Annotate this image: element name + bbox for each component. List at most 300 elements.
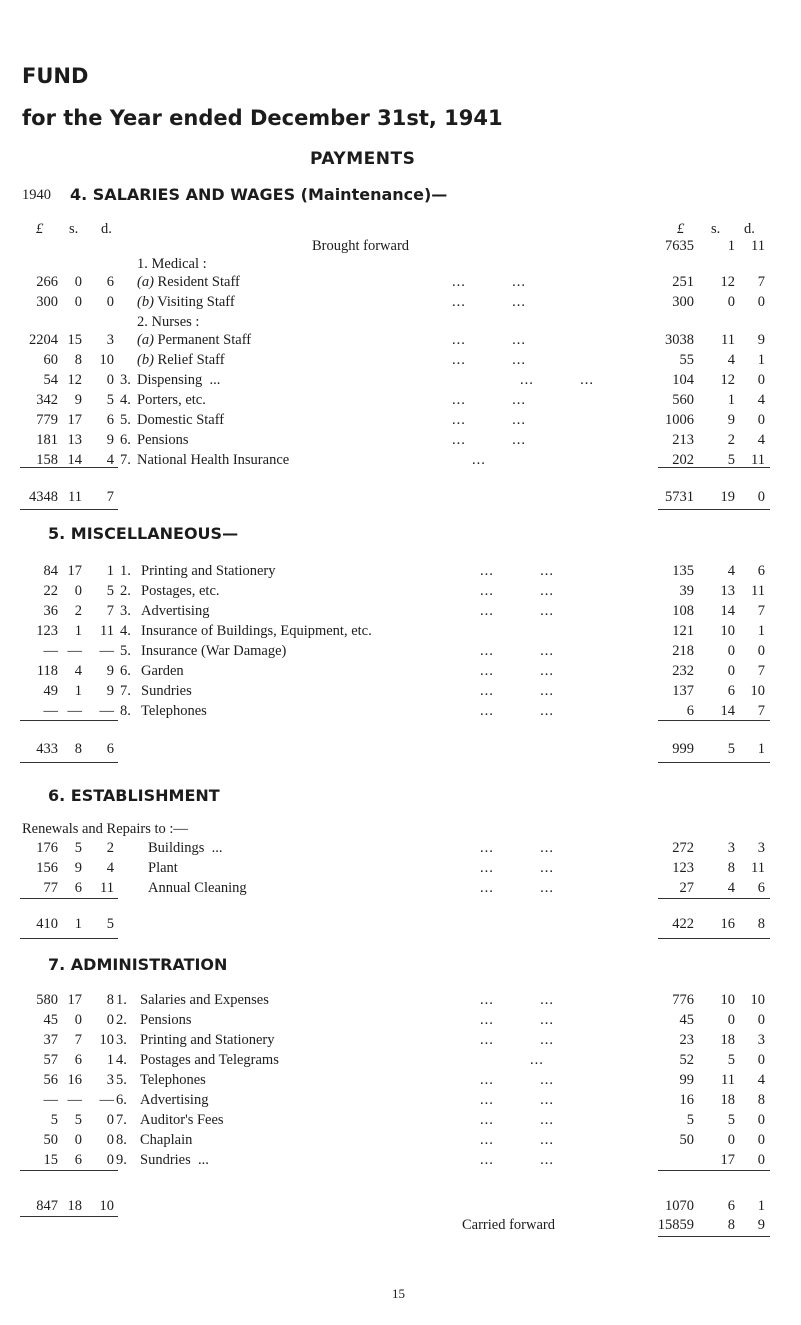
pence-head-right: d. [744, 221, 755, 237]
section-total-current-shillings: 19 [720, 489, 735, 505]
current-year-amount-shillings: 14 [720, 603, 735, 619]
section-total-current-pence: 8 [757, 916, 765, 932]
leader-dots: ... ... [480, 563, 554, 579]
previous-year-amount-shillings: 6 [74, 1152, 82, 1168]
section-total-previous-pounds: 433 [36, 741, 58, 757]
current-year-amount-shillings: 0 [727, 663, 735, 679]
leader-dots: ... ... [452, 412, 526, 428]
current-year-amount-pounds: 123 [672, 860, 694, 876]
shilling-head-left: s. [69, 221, 79, 237]
section-total-previous-shillings: 1 [74, 916, 82, 932]
current-year-amount-shillings: 5 [727, 1052, 735, 1068]
item-label: Advertising [141, 603, 210, 619]
previous-year-amount-pence: 1 [106, 1052, 114, 1068]
item-number: 4. [116, 1052, 127, 1068]
current-year-amount-pence: 0 [757, 1132, 765, 1148]
leader-dots: ... ... [480, 663, 554, 679]
current-year-amount-pence: 6 [757, 563, 765, 579]
current-year-amount-shillings: 12 [720, 274, 735, 290]
item-label: Printing and Stationery [140, 1032, 275, 1048]
section-total-previous-pence: 7 [106, 489, 114, 505]
leader-dots: ... ... [452, 332, 526, 348]
item-number: 6. [120, 663, 131, 679]
item-label: Telephones [141, 703, 207, 719]
item-label: Buildings ... [148, 840, 223, 856]
subtotal-rule-left [20, 467, 118, 468]
current-year-amount-pence: 3 [757, 840, 765, 856]
item-number: 6. [116, 1092, 127, 1108]
section-total-current-pounds: 5731 [665, 489, 694, 505]
previous-year-amount-pounds: 580 [36, 992, 58, 1008]
current-year-amount-pence: 4 [757, 392, 765, 408]
section-4-title: 4. SALARIES AND WAGES (Maintenance)— [70, 185, 448, 204]
leader-dots: ... ... [452, 432, 526, 448]
item-number: 5. [116, 1072, 127, 1088]
current-year-amount-pence: 11 [751, 452, 765, 468]
subtotal-rule-right [658, 898, 770, 899]
leader-dots: ... ... [520, 372, 594, 388]
previous-year-amount-pence: 10 [99, 1032, 114, 1048]
current-year-amount-pence: 1 [757, 623, 765, 639]
previous-year-amount-pence: 5 [106, 392, 114, 408]
item-number: 5. [120, 412, 131, 428]
previous-year-amount-pence: 9 [106, 663, 114, 679]
current-year-amount-pounds: 39 [679, 583, 694, 599]
leader-dots: ... [530, 1052, 544, 1068]
section-6-title: 6. ESTABLISHMENT [48, 786, 220, 805]
carried-forward-amount-pence: 9 [757, 1217, 765, 1233]
item-label: Printing and Stationery [141, 563, 276, 579]
leader-dots: ... ... [452, 352, 526, 368]
previous-year-amount-pounds: 54 [43, 372, 58, 388]
leader-dots: ... ... [480, 1092, 554, 1108]
subtotal-rule-right [658, 1170, 770, 1171]
current-year-amount-shillings: 4 [727, 352, 735, 368]
subtotal-rule-left [20, 898, 118, 899]
previous-year-amount-pence: 0 [106, 1152, 114, 1168]
current-year-amount-shillings: 11 [721, 1072, 735, 1088]
item-number: 4. [120, 392, 131, 408]
previous-year-amount-pounds: — [43, 1092, 58, 1108]
current-year-amount-pence: 1 [757, 352, 765, 368]
subtotal-rule-right [658, 467, 770, 468]
current-year-amount-pence: 11 [751, 860, 765, 876]
previous-year-amount-pence: 0 [106, 372, 114, 388]
item-label: Postages and Telegrams [140, 1052, 279, 1068]
current-year-amount-pounds: 23 [679, 1032, 694, 1048]
total-rule-right [658, 762, 770, 763]
subtotal-rule-left [20, 1170, 118, 1171]
previous-year-amount-shillings: 2 [74, 603, 82, 619]
group-nurses: 2. Nurses : [137, 314, 200, 330]
previous-year-amount-pounds: 266 [36, 274, 58, 290]
current-year-amount-pence: 8 [757, 1092, 765, 1108]
leader-dots: ... ... [480, 1012, 554, 1028]
current-year-amount-shillings: 1 [727, 392, 735, 408]
current-year-amount-pounds: 16 [679, 1092, 694, 1108]
current-year-amount-pounds: 108 [672, 603, 694, 619]
previous-year-amount-pence: 4 [106, 860, 114, 876]
item-number: 6. [120, 432, 131, 448]
current-year-amount-shillings: 9 [727, 412, 735, 428]
current-year-amount-shillings: 13 [720, 583, 735, 599]
previous-year-amount-shillings: 8 [74, 352, 82, 368]
previous-year-amount-pence: 10 [99, 352, 114, 368]
previous-year-amount-pence: 6 [106, 274, 114, 290]
previous-year-amount-shillings: 0 [74, 583, 82, 599]
previous-year-amount-pounds: 84 [43, 563, 58, 579]
current-year-amount-pence: 0 [757, 1052, 765, 1068]
previous-year-amount-pence: 0 [106, 1012, 114, 1028]
previous-year-amount-pence: 0 [106, 1132, 114, 1148]
section-total-current-pounds: 1070 [665, 1198, 694, 1214]
leader-dots: ... ... [480, 880, 554, 896]
previous-year-amount-pence: 3 [106, 332, 114, 348]
current-year-amount-shillings: 12 [720, 372, 735, 388]
previous-year-amount-pounds: 779 [36, 412, 58, 428]
current-year-amount-shillings: 10 [720, 623, 735, 639]
current-year-amount-pence: 0 [757, 294, 765, 310]
previous-year-amount-pounds: 158 [36, 452, 58, 468]
current-year-amount-pence: 3 [757, 1032, 765, 1048]
leader-dots: ... ... [480, 1032, 554, 1048]
item-number: 9. [116, 1152, 127, 1168]
previous-year-amount-pence: — [99, 643, 114, 659]
item-number: 8. [120, 703, 131, 719]
previous-year-amount-pence: 4 [106, 452, 114, 468]
current-year-amount-pence: 0 [757, 412, 765, 428]
previous-year-amount-shillings: 14 [67, 452, 82, 468]
section-total-current-pence: 1 [757, 741, 765, 757]
subtotal-rule-left [20, 720, 118, 721]
item-number: 5. [120, 643, 131, 659]
previous-year-amount-pounds: 60 [43, 352, 58, 368]
item-label: (a) Resident Staff [137, 274, 240, 290]
section-6-subtitle: Renewals and Repairs to :— [22, 821, 188, 837]
current-year-amount-pence: 7 [757, 703, 765, 719]
previous-year-amount-pounds: 45 [43, 1012, 58, 1028]
current-year-amount-shillings: 0 [727, 643, 735, 659]
item-label: Annual Cleaning [148, 880, 247, 896]
item-label: Insurance of Buildings, Equipment, etc. [141, 623, 372, 639]
current-year-amount-pounds: 218 [672, 643, 694, 659]
previous-year-amount-shillings: 5 [74, 1112, 82, 1128]
item-label: (a) Permanent Staff [137, 332, 252, 348]
current-year-amount-pounds: 50 [679, 1132, 694, 1148]
previous-year-amount-pence: 5 [106, 583, 114, 599]
current-year-amount-pence: 4 [757, 1072, 765, 1088]
current-year-amount-shillings: 4 [727, 880, 735, 896]
previous-year-amount-pounds: 176 [36, 840, 58, 856]
item-number: 2. [120, 583, 131, 599]
section-total-previous-pounds: 847 [36, 1198, 58, 1214]
current-year-amount-pence: 0 [757, 372, 765, 388]
current-year-amount-pounds: 560 [672, 392, 694, 408]
previous-year-amount-pounds: 22 [43, 583, 58, 599]
item-label: Auditor's Fees [140, 1112, 224, 1128]
fund-title: FUND [22, 64, 89, 88]
previous-year-amount-pounds: 300 [36, 294, 58, 310]
current-year-amount-pounds: 99 [679, 1072, 694, 1088]
section-5-title: 5. MISCELLANEOUS— [48, 524, 239, 543]
previous-year-amount-pounds: — [43, 703, 58, 719]
brought-forward-amount-pounds: 7635 [665, 238, 694, 254]
current-year-amount-pence: 10 [750, 992, 765, 1008]
current-year-amount-pence: 9 [757, 332, 765, 348]
subtotal-rule-right [658, 720, 770, 721]
previous-year-amount-pounds: 36 [43, 603, 58, 619]
previous-year-amount-shillings: 16 [67, 1072, 82, 1088]
item-label: Pensions [137, 432, 189, 448]
section-total-previous-pence: 6 [106, 741, 114, 757]
current-year-amount-pounds: 135 [672, 563, 694, 579]
total-rule-right [658, 938, 770, 939]
section-total-current-pence: 0 [757, 489, 765, 505]
section-total-current-shillings: 6 [727, 1198, 735, 1214]
carried-forward-label: Carried forward [462, 1217, 555, 1233]
previous-year-amount-shillings: 4 [74, 663, 82, 679]
current-year-amount-pounds: 104 [672, 372, 694, 388]
current-year-amount-pounds: 45 [679, 1012, 694, 1028]
previous-year-amount-shillings: 0 [74, 1132, 82, 1148]
item-number: 7. [120, 683, 131, 699]
item-label: Postages, etc. [141, 583, 220, 599]
section-total-previous-pence: 10 [99, 1198, 114, 1214]
previous-year-amount-shillings: 1 [74, 683, 82, 699]
section-total-previous-pounds: 410 [36, 916, 58, 932]
leader-dots: ... ... [480, 1152, 554, 1168]
leader-dots: ... ... [480, 583, 554, 599]
previous-year-amount-pence: — [99, 1092, 114, 1108]
current-year-amount-shillings: 4 [727, 563, 735, 579]
previous-year-amount-pence: 9 [106, 432, 114, 448]
leader-dots: ... ... [452, 392, 526, 408]
previous-year-amount-shillings: 6 [74, 880, 82, 896]
current-year-amount-pounds: 6 [686, 703, 694, 719]
leader-dots: ... [472, 452, 486, 468]
current-year-amount-pence: 10 [750, 683, 765, 699]
previous-year-amount-shillings: 0 [74, 294, 82, 310]
section-total-current-pounds: 999 [672, 741, 694, 757]
current-year-amount-pence: 0 [757, 1152, 765, 1168]
section-total-current-pounds: 422 [672, 916, 694, 932]
current-year-amount-pounds: 5 [686, 1112, 694, 1128]
current-year-amount-pence: 7 [757, 663, 765, 679]
current-year-amount-shillings: 14 [720, 703, 735, 719]
previous-year-amount-pence: 3 [106, 1072, 114, 1088]
page-number: 15 [392, 1286, 405, 1301]
section-total-current-shillings: 5 [727, 741, 735, 757]
current-year-amount-pounds: 52 [679, 1052, 694, 1068]
previous-year-amount-shillings: 0 [74, 274, 82, 290]
current-year-amount-pounds: 3038 [665, 332, 694, 348]
current-year-amount-shillings: 10 [720, 992, 735, 1008]
current-year-amount-shillings: 11 [721, 332, 735, 348]
previous-year-amount-shillings: 17 [67, 563, 82, 579]
brought-forward-amount-pence: 11 [751, 238, 765, 254]
item-number: 4. [120, 623, 131, 639]
current-year-amount-pounds: 272 [672, 840, 694, 856]
carried-forward-amount-pounds: 15859 [657, 1217, 694, 1233]
section-total-previous-shillings: 11 [68, 489, 82, 505]
item-label: Salaries and Expenses [140, 992, 269, 1008]
previous-year-amount-pounds: 5 [50, 1112, 58, 1128]
previous-year-amount-pence: 9 [106, 683, 114, 699]
shilling-head-right: s. [711, 221, 721, 237]
current-year-amount-shillings: 0 [727, 1132, 735, 1148]
item-number: 7. [116, 1112, 127, 1128]
previous-year-amount-pounds: — [43, 643, 58, 659]
item-label: Dispensing ... [137, 372, 221, 388]
item-number: 7. [120, 452, 131, 468]
current-year-amount-pence: 6 [757, 880, 765, 896]
leader-dots: ... ... [480, 1132, 554, 1148]
item-label: (b) Visiting Staff [137, 294, 235, 310]
previous-year-amount-shillings: 17 [67, 412, 82, 428]
brought-forward-label: Brought forward [312, 238, 410, 254]
leader-dots: ... ... [480, 860, 554, 876]
previous-year-amount-shillings: — [67, 643, 82, 659]
current-year-amount-shillings: 0 [727, 1012, 735, 1028]
previous-year-amount-pounds: 56 [43, 1072, 58, 1088]
pound-head-left: £ [36, 221, 44, 237]
previous-year-amount-pounds: 49 [43, 683, 58, 699]
item-number: 8. [116, 1132, 127, 1148]
item-label: Plant [148, 860, 178, 876]
item-number: 2. [116, 1012, 127, 1028]
previous-year-amount-pence: 6 [106, 412, 114, 428]
previous-year-amount-pence: 0 [106, 1112, 114, 1128]
current-year-amount-shillings: 5 [727, 452, 735, 468]
previous-year-amount-shillings: 7 [74, 1032, 82, 1048]
previous-year-amount-pounds: 15 [43, 1152, 58, 1168]
previous-year-amount-pence: 11 [100, 880, 114, 896]
leader-dots: ... ... [480, 683, 554, 699]
section-total-previous-shillings: 18 [67, 1198, 82, 1214]
pence-head-left: d. [101, 221, 112, 237]
current-year-amount-shillings: 3 [727, 840, 735, 856]
total-rule-left [20, 509, 118, 510]
section-7-title: 7. ADMINISTRATION [48, 955, 228, 974]
previous-year-amount-shillings: 9 [74, 860, 82, 876]
item-number: 1. [116, 992, 127, 1008]
leader-dots: ... ... [480, 840, 554, 856]
leader-dots: ... ... [480, 703, 554, 719]
item-label: National Health Insurance [137, 452, 290, 468]
current-year-amount-pounds: 251 [672, 274, 694, 290]
current-year-amount-pounds: 121 [672, 623, 694, 639]
current-year-amount-shillings: 8 [727, 860, 735, 876]
previous-year-amount-shillings: 5 [74, 840, 82, 856]
previous-year-amount-shillings: 6 [74, 1052, 82, 1068]
previous-year-amount-pence: 1 [106, 563, 114, 579]
section-total-previous-pounds: 4348 [29, 489, 58, 505]
current-year-amount-shillings: 5 [727, 1112, 735, 1128]
item-number: 1. [120, 563, 131, 579]
previous-year-amount-shillings: 0 [74, 1012, 82, 1028]
current-year-amount-pounds: 1006 [665, 412, 694, 428]
current-year-amount-shillings: 17 [720, 1152, 735, 1168]
final-rule-left [20, 1216, 118, 1217]
previous-year-label: 1940 [22, 187, 51, 203]
previous-year-amount-shillings: 1 [74, 623, 82, 639]
item-label: Advertising [140, 1092, 209, 1108]
period-title: for the Year ended December 31st, 1941 [22, 106, 503, 130]
previous-year-amount-shillings: 12 [67, 372, 82, 388]
current-year-amount-shillings: 2 [727, 432, 735, 448]
item-label: Domestic Staff [137, 412, 225, 428]
previous-year-amount-shillings: — [67, 703, 82, 719]
leader-dots: ... ... [480, 603, 554, 619]
current-year-amount-shillings: 0 [727, 294, 735, 310]
previous-year-amount-pounds: 342 [36, 392, 58, 408]
current-year-amount-pounds: 137 [672, 683, 694, 699]
item-label: Sundries ... [140, 1152, 209, 1168]
pound-head-right: £ [677, 221, 685, 237]
previous-year-amount-shillings: 17 [67, 992, 82, 1008]
current-year-amount-pence: 4 [757, 432, 765, 448]
item-label: Garden [141, 663, 184, 679]
previous-year-amount-pounds: 118 [36, 663, 58, 679]
current-year-amount-shillings: 6 [727, 683, 735, 699]
previous-year-amount-pence: — [99, 703, 114, 719]
previous-year-amount-shillings: — [67, 1092, 82, 1108]
total-rule-right [658, 509, 770, 510]
current-year-amount-pence: 0 [757, 1012, 765, 1028]
current-year-amount-pounds: 27 [679, 880, 694, 896]
previous-year-amount-pence: 0 [106, 294, 114, 310]
previous-year-amount-shillings: 13 [67, 432, 82, 448]
item-number: 3. [120, 603, 131, 619]
carried-forward-amount-shillings: 8 [727, 1217, 735, 1233]
group-medical: 1. Medical : [137, 256, 207, 272]
leader-dots: ... ... [480, 992, 554, 1008]
previous-year-amount-pounds: 77 [43, 880, 58, 896]
item-number: 3. [120, 372, 131, 388]
current-year-amount-shillings: 18 [720, 1092, 735, 1108]
current-year-amount-shillings: 18 [720, 1032, 735, 1048]
item-label: (b) Relief Staff [137, 352, 225, 368]
section-total-current-pence: 1 [757, 1198, 765, 1214]
current-year-amount-pence: 7 [757, 603, 765, 619]
previous-year-amount-pounds: 50 [43, 1132, 58, 1148]
previous-year-amount-shillings: 15 [67, 332, 82, 348]
previous-year-amount-pence: 2 [106, 840, 114, 856]
leader-dots: ... ... [452, 274, 526, 290]
item-label: Sundries [141, 683, 192, 699]
leader-dots: ... ... [480, 643, 554, 659]
previous-year-amount-pence: 11 [100, 623, 114, 639]
previous-year-amount-shillings: 9 [74, 392, 82, 408]
item-label: Porters, etc. [137, 392, 206, 408]
current-year-amount-pounds: 213 [672, 432, 694, 448]
final-rule-right [658, 1236, 770, 1237]
previous-year-amount-pounds: 181 [36, 432, 58, 448]
item-label: Pensions [140, 1012, 192, 1028]
total-rule-left [20, 762, 118, 763]
current-year-amount-pounds: 300 [672, 294, 694, 310]
current-year-amount-pence: 11 [751, 583, 765, 599]
current-year-amount-pounds: 202 [672, 452, 694, 468]
section-total-previous-pence: 5 [106, 916, 114, 932]
payments-heading: PAYMENTS [310, 149, 416, 169]
item-label: Chaplain [140, 1132, 193, 1148]
current-year-amount-pounds: 55 [679, 352, 694, 368]
previous-year-amount-pounds: 57 [43, 1052, 58, 1068]
section-total-previous-shillings: 8 [74, 741, 82, 757]
previous-year-amount-pounds: 2204 [29, 332, 58, 348]
current-year-amount-pence: 0 [757, 1112, 765, 1128]
